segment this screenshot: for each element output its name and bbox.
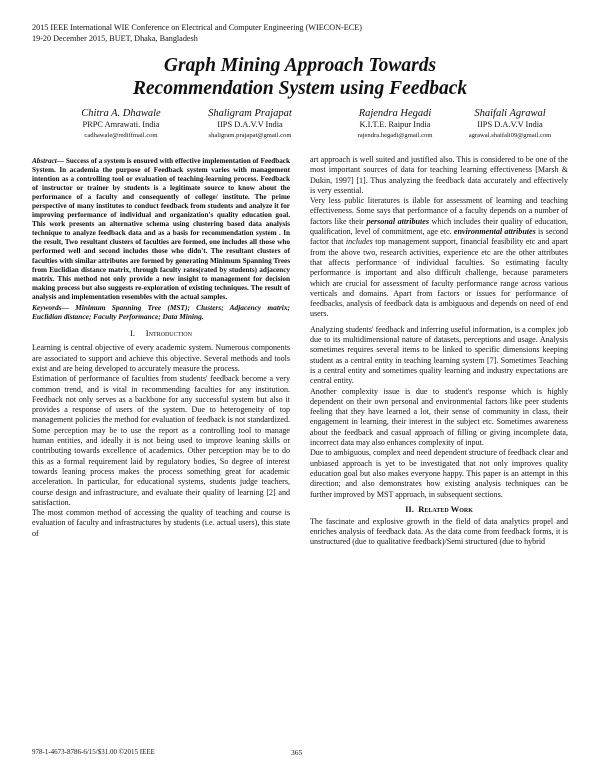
section-title: Introduction xyxy=(145,328,192,339)
abstract-lead: Abstract— xyxy=(32,157,64,165)
author-email: rajendra.hegadi@gmail.com xyxy=(357,131,433,139)
keywords: Keywords— Minimum Spanning Tree (MST); Clusters; Adjacency matrix; Euclidian distance; Faculty Performance; Data Mining. xyxy=(32,302,290,322)
author-affiliation: IIPS D.A.V.V India xyxy=(477,120,543,129)
right-paragraph-5: Due to ambiguous, complex and need dependent structure of feedback clear and unbiased approach is yet to be investigated that not only improves quality education goal but also makes everyone happy. This paper is an attempt in this direction; and also demonstrates how existing analysis techniques can be further improved by MST approach, in subsequent sections. xyxy=(310,448,568,499)
emphasis-personal-attributes: personal attributes xyxy=(366,216,429,226)
author-email: cadhawale@rediffmail.com xyxy=(84,131,158,139)
author-affiliation: PRPC Amrawati. India xyxy=(82,120,160,129)
text-span: Very less public literatures is ilable for assessment of learning and teaching effectiveness. Some says that performance of a faculty depends on a number of factors like their xyxy=(310,196,568,226)
section-heading-related-work xyxy=(310,503,568,515)
author-name: Rajendra Hegadi xyxy=(358,108,432,119)
section-title: Related Work xyxy=(418,503,473,514)
author-name: Chitra A. Dhawale xyxy=(81,108,161,119)
author-name: Shaligram Prajapat xyxy=(208,108,292,119)
author-email: shaligram.prajapat@gmail.com xyxy=(208,131,292,139)
related-paragraph-1: The fascinate and explosive growth in the field of data analytics propel and enriches analysis of feedback data. As the data come from feedback forms, it is unstructured (due to qualitative feedback)/Semi structured (due to hybrid xyxy=(310,516,568,547)
intro-paragraph-1: Learning is central objective of every academic system. Numerous components are associated to support and achieve this objective. Several methods and tools exist and are being developed to accurately measure the process. xyxy=(32,343,290,373)
paper-title-line-1: Graph Mining Approach Towards xyxy=(163,55,437,76)
emphasis-includes: includes xyxy=(345,237,373,247)
right-paragraph-1: art approach is well suited and justified also. This is considered to be one of the most important sources of data for teaching learning effectiveness [Marsh & Dukin, 1997] [1]. Thus analyzing the feedback data accurately and effectively is very essential. xyxy=(310,155,568,195)
section-heading-introduction xyxy=(32,327,290,339)
section-number: I. xyxy=(130,328,136,339)
page-number: 365 xyxy=(291,748,303,757)
right-column xyxy=(310,155,568,548)
right-paragraph-2 xyxy=(310,196,568,320)
text-span: top management support, financial feasibility etc and apart from the above two, research activities, experience etc are the other attributes that affects performance of individual faculties. So estimating faculty performance is important and also difficult challenge, because parameters which are crucial for assessment of faculty performance range across various verticals and domains. Apart from factors or issues for performance of feedbacks, analysis of feedback data is ambiguous and depends on need of end users. xyxy=(310,237,568,319)
conference-line-2: 19-20 December 2015, BUET, Dhaka, Bangladesh xyxy=(32,34,198,43)
left-column xyxy=(32,157,290,539)
conference-line-1: 2015 IEEE International WIE Conference on Electrical and Computer Engineering (WIECON-ECE) xyxy=(32,23,362,32)
intro-paragraph-3: The most common method of accessing the quality of teaching and course is evaluation of faculty and infrastructures by students (i.e. actual users), this state of xyxy=(32,508,290,538)
author-block-4 xyxy=(435,108,585,141)
author-name: Shaifali Agrawal xyxy=(474,108,546,119)
paper-title-line-2: Recommendation System using Feedback xyxy=(132,78,468,99)
author-affiliation: K.I.T.E. Raipur India xyxy=(359,120,431,129)
abstract-text: Success of a system is ensured with effective implementation of Feedback System. In academia the purpose of Feedback system varies with management intention as a controlling tool or evaluation of teaching-learning process. Feedback of instructor or trainer by students is a legitimate source to know about the performance of a faculty and consequently of college/ institute. The prime perspective of many institutes to conduct feedback from students and analyze it for improving performance of individual and organization's quality education goal. This work presents an alternative schema using clustering based data analysis technique to analyze feedback data and as a basis for recommendation system . In the result, Two resultant clusters of faculties are formed, one includes all those who performed well and second includes those who didn't. The resultant clusters of faculties with similar attributes are formed by generating Minimum Spanning Trees from Euclidian distance matrix, through faculty rates(rated by students) adjacency matrix. This method not only provide a new insight to management for decision making process but also suggests re-exploration of existing techniques. The result of analysis and implementation resembles with the actual samples. xyxy=(32,157,290,301)
emphasis-environmental-attributes: environmental attributes xyxy=(453,227,536,237)
conference-header xyxy=(32,22,362,44)
section-number: II. xyxy=(405,503,414,514)
footer-isbn: 978-1-4673-8786-6/15/$31.00 ©2015 IEEE xyxy=(32,748,155,756)
abstract xyxy=(32,157,290,302)
right-paragraph-4: Another complexity issue is due to student's response which is highly dependent on their own personal and environmental factors like peer students feeling that they have learned a lot, their sense of community in class, their engagement in learning, their interest in the subject etc. Sometimes awareness about the feedback and casual approach of filling or giving incomplete data, incorrect data may also enhances complexity of input. xyxy=(310,386,568,448)
right-paragraph-3: Analyzing students' feedback and inferring useful information, is a complex job due to its multidimensional nature of datasets, perceptions and usage. Analysis sometimes requires several items to be linked to specific dimensions keeping student as a central entity in teaching learning system [7]. Sometimes Teaching is a central entity and sometimes quality learning and industry expectations are central entity. xyxy=(310,324,568,386)
author-affiliation: IIPS D.A.V.V India xyxy=(217,120,283,129)
text-span: is second factor that xyxy=(310,227,568,247)
author-block-2 xyxy=(165,108,335,141)
text-span: which includes their quality of education, qualification, level of commitment, age etc. xyxy=(310,216,568,237)
intro-paragraph-2: Estimation of performance of faculties from students' feedback become a very common trend, and is vital in recommending faculties for any institution. Feedback not only serves as a backbone for any successful system but also it provides a response of users of the system. Due to heterogeneity of top management policies the method for evaluation of feedback is not standardized. Some perception may be to use the report as a controlling tool to manage human entities, and ideally it is not being used to improve leaning skills or contributing towards excellence of academics. Other perception may be to do this as a formal requirement laid by regulatory bodies, So degree of interest towards leaning process makes the process something great for academic acceleration. In particular, for educational systems, students judge teachers, course design and infrastructure, and evaluate their quality of learning [2] and satisfaction. xyxy=(32,374,290,507)
author-email: agrawal.shaifali09@gmail.com xyxy=(468,131,552,139)
